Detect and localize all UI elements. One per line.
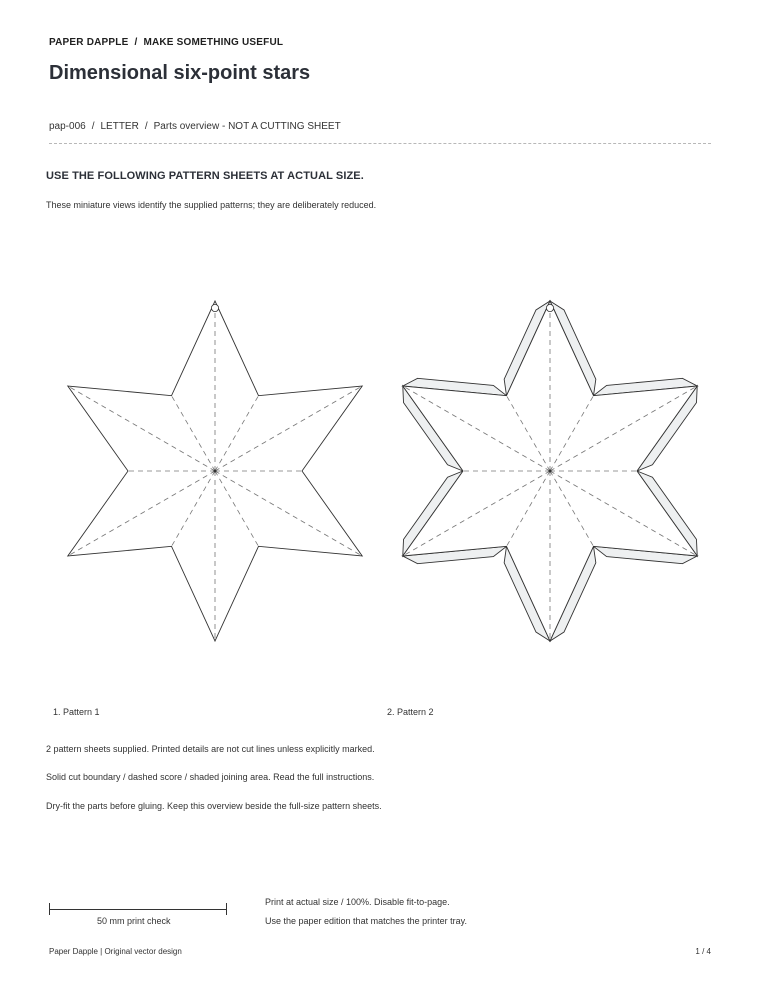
scale-label: 50 mm print check: [97, 916, 171, 926]
scale-bar-tick: [226, 903, 227, 915]
center-point: [214, 470, 217, 473]
note-line: Dry-fit the parts before gluing. Keep this overview beside the full-size pattern sheets.: [46, 801, 382, 811]
center-point: [549, 470, 552, 473]
brand-name: PAPER DAPPLE: [49, 37, 129, 48]
pattern-2-caption: 2. Pattern 2: [387, 707, 434, 717]
page-number: 1 / 4: [695, 947, 711, 956]
meta-separator: /: [144, 121, 148, 132]
brand-tagline: MAKE SOMETHING USEFUL: [143, 37, 284, 48]
pattern-1-star: [55, 290, 375, 650]
meta-separator: /: [91, 121, 95, 132]
footer-credit: Paper Dapple | Original vector design: [49, 947, 182, 956]
pattern-code: pap-006: [49, 121, 86, 132]
hanging-hole: [546, 304, 553, 311]
print-instruction: Use the paper edition that matches the printer tray.: [265, 916, 467, 926]
scale-bar-tick: [49, 903, 50, 915]
note-line: Solid cut boundary / dashed score / shaded joining area. Read the full instructions.: [46, 772, 375, 782]
hanging-hole: [211, 304, 218, 311]
sheet-description: Parts overview - NOT A CUTTING SHEET: [153, 121, 341, 132]
intro-text: These miniature views identify the supplied patterns; they are deliberately reduced.: [46, 200, 377, 210]
scale-bar: [49, 909, 227, 910]
paper-size: LETTER: [100, 121, 139, 132]
print-instruction: Print at actual size / 100%. Disable fit-to-page.: [265, 897, 450, 907]
page-title: Dimensional six-point stars: [49, 62, 311, 84]
brand-line: [49, 37, 283, 48]
dashed-divider: [49, 143, 711, 144]
pattern-2-star: [390, 290, 710, 650]
document-meta: [49, 121, 341, 132]
pattern-1-caption: 1. Pattern 1: [53, 707, 100, 717]
brand-separator: /: [134, 37, 138, 48]
note-line: 2 pattern sheets supplied. Printed details are not cut lines unless explicitly marked.: [46, 744, 375, 754]
section-heading: USE THE FOLLOWING PATTERN SHEETS AT ACTUAL SIZE.: [46, 170, 364, 182]
